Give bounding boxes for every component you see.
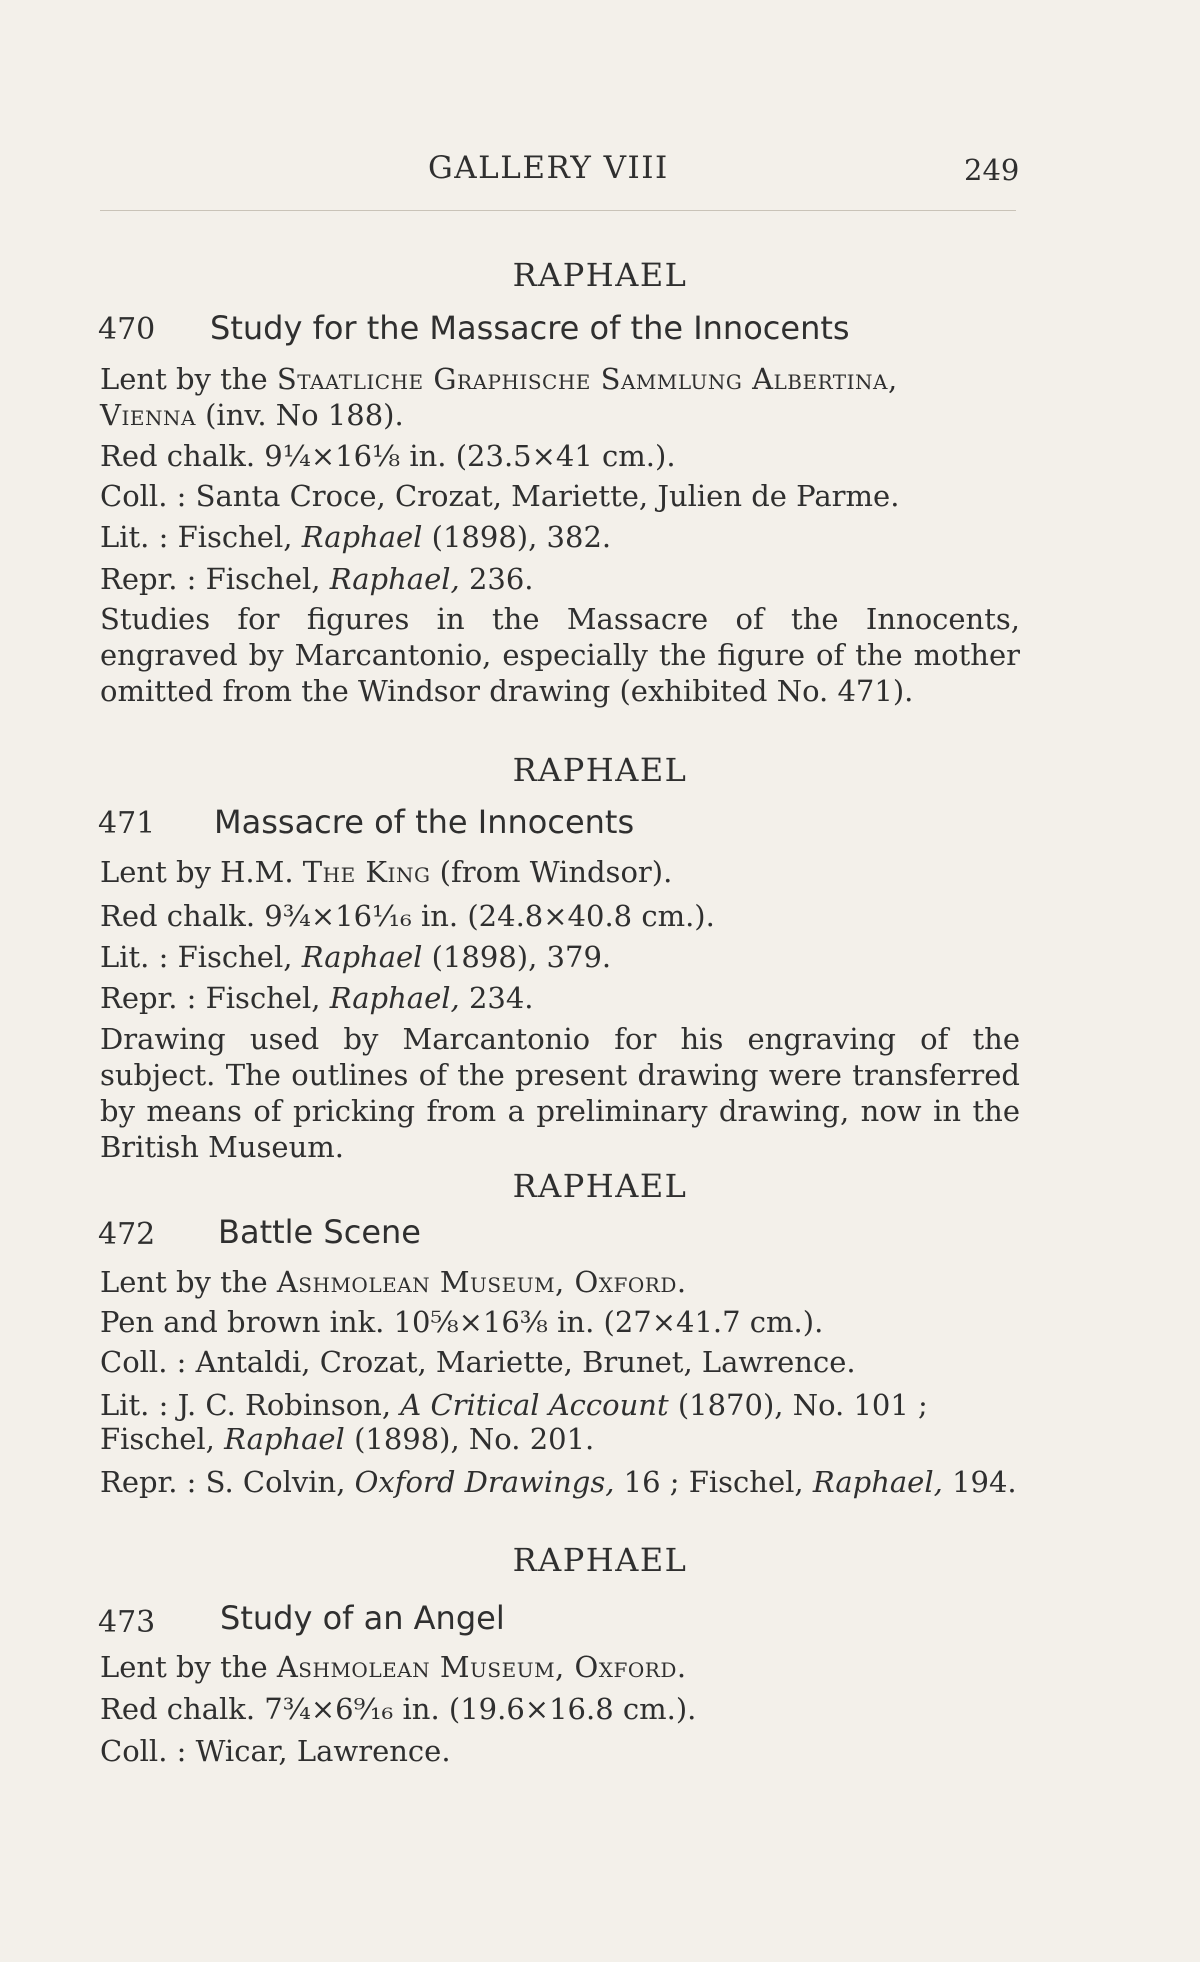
lit-prefix: Lit. : J. C. Robinson, (100, 1388, 392, 1422)
lender-line-2 (100, 396, 404, 434)
entry-title: Study of an Angel (220, 1599, 505, 1637)
medium-line: Red chalk. 9¼×16⅛ in. (23.5×41 cm.). (100, 439, 676, 473)
literature-line (100, 938, 611, 976)
lit-title: Raphael (301, 520, 423, 554)
entry-title: Massacre of the Innocents (214, 803, 635, 841)
repr-suffix: 236. (468, 562, 534, 596)
entry-number: 471 (98, 806, 156, 841)
lent-by-prefix: Lent by the (100, 1265, 268, 1299)
literature-line-2 (100, 1420, 594, 1458)
lit-title: A Critical Account (400, 1388, 669, 1422)
entry-number: 472 (98, 1217, 156, 1252)
lender-name: Ashmolean Museum, Oxford. (276, 1265, 687, 1299)
lent-by-prefix: Lent by the (100, 362, 268, 396)
repr-title-2: Raphael, (812, 1465, 943, 1499)
medium-line: Red chalk. 7¾×6⁹⁄₁₆ in. (19.6×16.8 cm.). (100, 1692, 697, 1726)
reproduction-line (100, 1463, 1017, 1501)
header-rule (100, 210, 1016, 211)
repr-prefix: Repr. : Fischel, (100, 562, 321, 596)
lender-suffix: (inv. No 188). (205, 398, 404, 432)
artist-heading: RAPHAEL (512, 1167, 688, 1205)
entry-title: Study for the Massacre of the Innocents (210, 309, 850, 347)
lender-city: Vienna (100, 398, 196, 432)
repr-suffix: 194. (952, 1465, 1017, 1499)
lit-title: Raphael (301, 940, 423, 974)
lit-prefix: Lit. : Fischel, (100, 520, 293, 554)
lent-by-prefix: Lent by the (100, 1650, 268, 1684)
collection-line: Coll. : Santa Croce, Crozat, Mariette, Julien de Parme. (100, 479, 900, 513)
collection-line: Coll. : Antaldi, Crozat, Mariette, Brunet, Lawrence. (100, 1345, 856, 1379)
repr-prefix: Repr. : Fischel, (100, 981, 321, 1015)
lit-suffix: (1898), 379. (431, 940, 612, 974)
lender-name: Ashmolean Museum, Oxford. (276, 1650, 687, 1684)
lit2-prefix: Fischel, (100, 1422, 215, 1456)
repr-middle: 16 ; Fischel, (623, 1465, 804, 1499)
collection-line: Coll. : Wicar, Lawrence. (100, 1734, 451, 1768)
repr-title: Raphael, (329, 981, 460, 1015)
lender-name: Staatliche Graphische Sammlung Albertina, (276, 362, 898, 396)
repr-title: Raphael, (329, 562, 460, 596)
repr-suffix: 234. (468, 981, 534, 1015)
lender-line (100, 853, 672, 891)
reproduction-line (100, 560, 534, 598)
lit-suffix: (1870), No. 101 ; (677, 1388, 928, 1422)
lender-line (100, 1263, 687, 1301)
lit2-title: Raphael (224, 1422, 345, 1456)
lender-line (100, 1648, 687, 1686)
literature-line (100, 518, 611, 556)
artist-heading: RAPHAEL (512, 256, 688, 294)
artist-heading: RAPHAEL (512, 751, 688, 789)
page-number: 249 (964, 153, 1020, 187)
medium-line: Pen and brown ink. 10⅝×16⅜ in. (27×41.7 cm.). (100, 1305, 824, 1339)
entry-description: Drawing used by Marcantonio for his engraving of the subject. The outlines of the present drawing were transferred by means of pricking from a preliminary drawing, now in the British Museum. (100, 1022, 1020, 1164)
lender-suffix: (from Windsor). (439, 855, 673, 889)
medium-line: Red chalk. 9¾×16¹⁄₁₆ in. (24.8×40.8 cm.). (100, 899, 715, 933)
lent-by-prefix: Lent by H.M. (100, 855, 294, 889)
artist-heading: RAPHAEL (512, 1541, 688, 1579)
lit-suffix: (1898), 382. (431, 520, 612, 554)
lit-prefix: Lit. : Fischel, (100, 940, 293, 974)
lender-name: The King (302, 855, 431, 889)
literature-line (100, 1386, 928, 1424)
running-header: GALLERY VIII (428, 150, 669, 186)
entry-number: 470 (98, 312, 156, 347)
repr-title: Oxford Drawings, (354, 1465, 615, 1499)
reproduction-line (100, 979, 534, 1017)
entry-number: 473 (98, 1605, 156, 1640)
lit2-suffix: (1898), No. 201. (354, 1422, 595, 1456)
entry-title: Battle Scene (218, 1213, 421, 1251)
repr-prefix: Repr. : S. Colvin, (100, 1465, 346, 1499)
lender-line (100, 360, 898, 398)
entry-description: Studies for figures in the Massacre of the Innocents, engraved by Marcantonio, especially the figure of the mother omitted from the Windsor drawing (exhibited No. 471). (100, 602, 1020, 708)
